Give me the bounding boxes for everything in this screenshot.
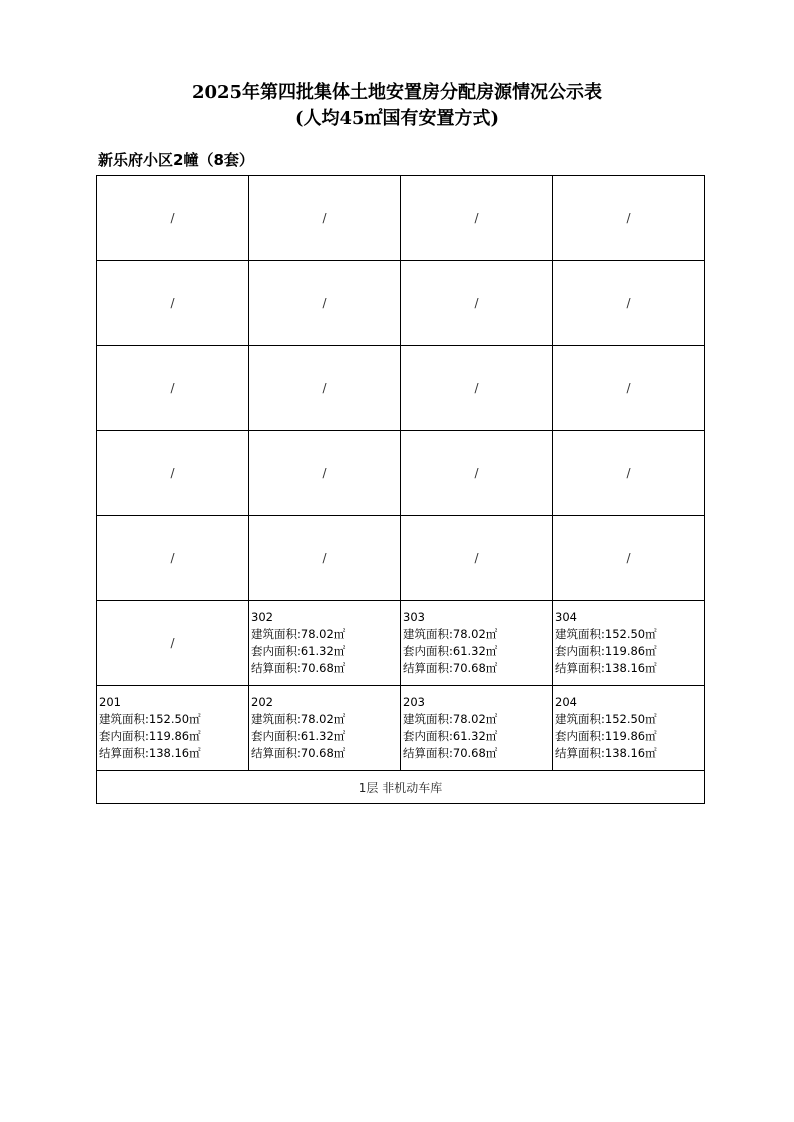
floor-row [97,686,705,771]
empty-cell [97,431,249,516]
floor-row [97,516,705,601]
floor-row [97,601,705,686]
unit-cell [249,601,401,686]
unit-cell [249,686,401,771]
unit-number: 203 [403,695,425,709]
floor-row [97,176,705,261]
empty-mark: / [322,211,327,225]
empty-mark: / [322,381,327,395]
empty-cell [401,346,553,431]
inner-area: 套内面积:61.32㎡ [403,644,498,658]
floor-row [97,346,705,431]
settlement-area: 结算面积:138.16㎡ [555,661,657,675]
empty-cell [553,261,705,346]
empty-mark: / [474,296,479,310]
empty-cell [97,176,249,261]
empty-cell [249,431,401,516]
ground-floor-row [97,771,705,804]
empty-mark: / [626,466,631,480]
unit-allocation-grid [96,175,705,804]
empty-mark: / [170,551,175,565]
title-line-1: 2025年第四批集体土地安置房分配房源情况公示表 [191,82,603,103]
inner-area: 套内面积:119.86㎡ [99,729,201,743]
empty-mark: / [170,466,175,480]
unit-cell [97,686,249,771]
empty-mark: / [474,211,479,225]
inner-area: 套内面积:119.86㎡ [555,729,657,743]
empty-cell [553,346,705,431]
empty-cell [401,261,553,346]
empty-cell [401,176,553,261]
empty-mark: / [626,211,631,225]
empty-mark: / [322,466,327,480]
building-area: 建筑面积:78.02㎡ [251,712,346,726]
empty-cell [553,516,705,601]
settlement-area: 结算面积:138.16㎡ [99,746,201,760]
unit-cell [401,686,553,771]
unit-number: 303 [403,610,425,624]
empty-mark: / [626,296,631,310]
empty-mark: / [626,381,631,395]
inner-area: 套内面积:119.86㎡ [555,644,657,658]
unit-number: 202 [251,695,273,709]
settlement-area: 结算面积:70.68㎡ [251,661,346,675]
building-area: 建筑面积:78.02㎡ [403,627,498,641]
unit-number: 302 [251,610,273,624]
document-title [0,80,794,132]
empty-mark: / [322,296,327,310]
empty-cell [97,346,249,431]
empty-cell [401,431,553,516]
empty-mark: / [170,636,175,650]
building-area: 建筑面积:78.02㎡ [403,712,498,726]
building-area: 建筑面积:152.50㎡ [99,712,201,726]
settlement-area: 结算面积:70.68㎡ [251,746,346,760]
empty-cell [249,261,401,346]
empty-cell [249,516,401,601]
empty-mark: / [322,551,327,565]
building-subtitle: 新乐府小区2幢（8套） [98,151,254,169]
unit-number: 204 [555,695,577,709]
title-line-2: (人均45㎡国有安置方式) [294,108,500,129]
empty-mark: / [626,551,631,565]
ground-floor-label: 1层 非机动车库 [97,771,705,804]
settlement-area: 结算面积:70.68㎡ [403,661,498,675]
empty-mark: / [170,211,175,225]
empty-cell [553,431,705,516]
empty-cell [249,176,401,261]
inner-area: 套内面积:61.32㎡ [403,729,498,743]
building-area: 建筑面积:78.02㎡ [251,627,346,641]
inner-area: 套内面积:61.32㎡ [251,644,346,658]
settlement-area: 结算面积:70.68㎡ [403,746,498,760]
unit-number: 304 [555,610,577,624]
floor-row [97,261,705,346]
settlement-area: 结算面积:138.16㎡ [555,746,657,760]
inner-area: 套内面积:61.32㎡ [251,729,346,743]
empty-cell [97,261,249,346]
empty-cell [249,346,401,431]
empty-cell [553,176,705,261]
empty-mark: / [170,381,175,395]
unit-cell [553,601,705,686]
building-area: 建筑面积:152.50㎡ [555,712,657,726]
unit-number: 201 [99,695,121,709]
empty-cell [97,601,249,686]
empty-cell [97,516,249,601]
empty-mark: / [474,551,479,565]
empty-mark: / [474,381,479,395]
unit-cell [401,601,553,686]
empty-mark: / [474,466,479,480]
building-area: 建筑面积:152.50㎡ [555,627,657,641]
empty-mark: / [170,296,175,310]
unit-cell [553,686,705,771]
empty-cell [401,516,553,601]
floor-row [97,431,705,516]
